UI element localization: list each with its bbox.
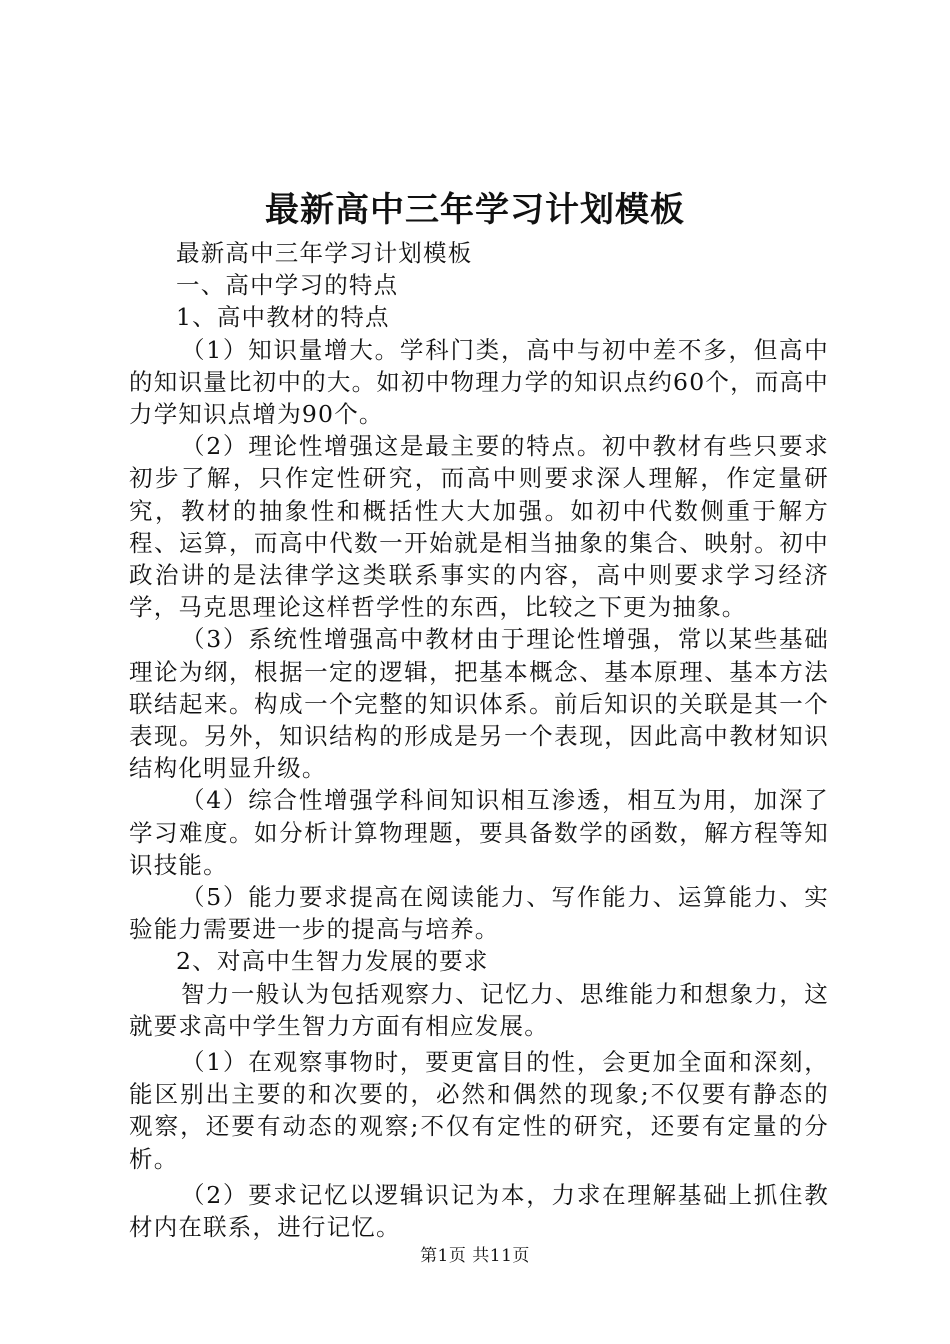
page-footer: 第1页 共11页 (420, 1246, 530, 1266)
paragraph-comprehensive: （4）综合性增强学科间知识相互渗透，相互为用，加深了学习难度。如分析计算物理题，要具备数学的函数，解方程等知识技能。 (129, 786, 829, 879)
document-body (129, 237, 829, 1243)
paragraph-observation: （1）在观察事物时，要更富目的性，会更加全面和深刻，能区别出主要的和次要的，必然和偶然的现象;不仅要有静态的观察，还要有动态的观察;不仅有定性的研究，还要有定量的分析。 (129, 1048, 829, 1173)
paragraph-memory: （2）要求记忆以逻辑识记为本，力求在理解基础上抓住教材内在联系，进行记忆。 (129, 1180, 829, 1242)
paragraph-systematic: （3）系统性增强高中教材由于理论性增强，常以某些基础理论为纲，根据一定的逻辑，把基本概念、基本原理、基本方法联结起来。构成一个完整的知识体系。前后知识的关联是其一个表现。另外，知识结构的形成是另一个表现，因此高中教材知识结构化明显升级。 (129, 625, 829, 783)
paragraph-theory: （2）理论性增强这是最主要的特点。初中教材有些只要求初步了解，只作定性研究，而高中则要求深人理解，作定量研究，教材的抽象性和概括性大大加强。如初中代数侧重于解方程、运算，而高中代数一开始就是相当抽象的集合、映射。初中政治讲的是法律学这类联系事实的内容，高中则要求学习经济学，马克思理论这样哲学性的东西，比较之下更为抽象。 (129, 432, 829, 622)
paragraph-subtitle: 最新高中三年学习计划模板 (176, 239, 473, 267)
subsection-heading-1: 1、高中教材的特点 (176, 303, 390, 332)
subsection-heading-2: 2、对高中生智力发展的要求 (176, 947, 489, 976)
document-title: 最新高中三年学习计划模板 (265, 190, 685, 230)
section-heading-1: 一、高中学习的特点 (176, 271, 399, 300)
paragraph-intelligence: 智力一般认为包括观察力、记忆力、思维能力和想象力，这就要求高中学生智力方面有相应发展。 (129, 979, 829, 1040)
paragraph-knowledge-volume: （1）知识量增大。学科门类，高中与初中差不多，但高中的知识量比初中的大。如初中物理力学的知识点约60个，而高中力学知识点增为90个。 (129, 335, 829, 429)
paragraph-ability: （5）能力要求提高在阅读能力、写作能力、运算能力、实验能力需要进一步的提高与培养。 (129, 883, 829, 944)
